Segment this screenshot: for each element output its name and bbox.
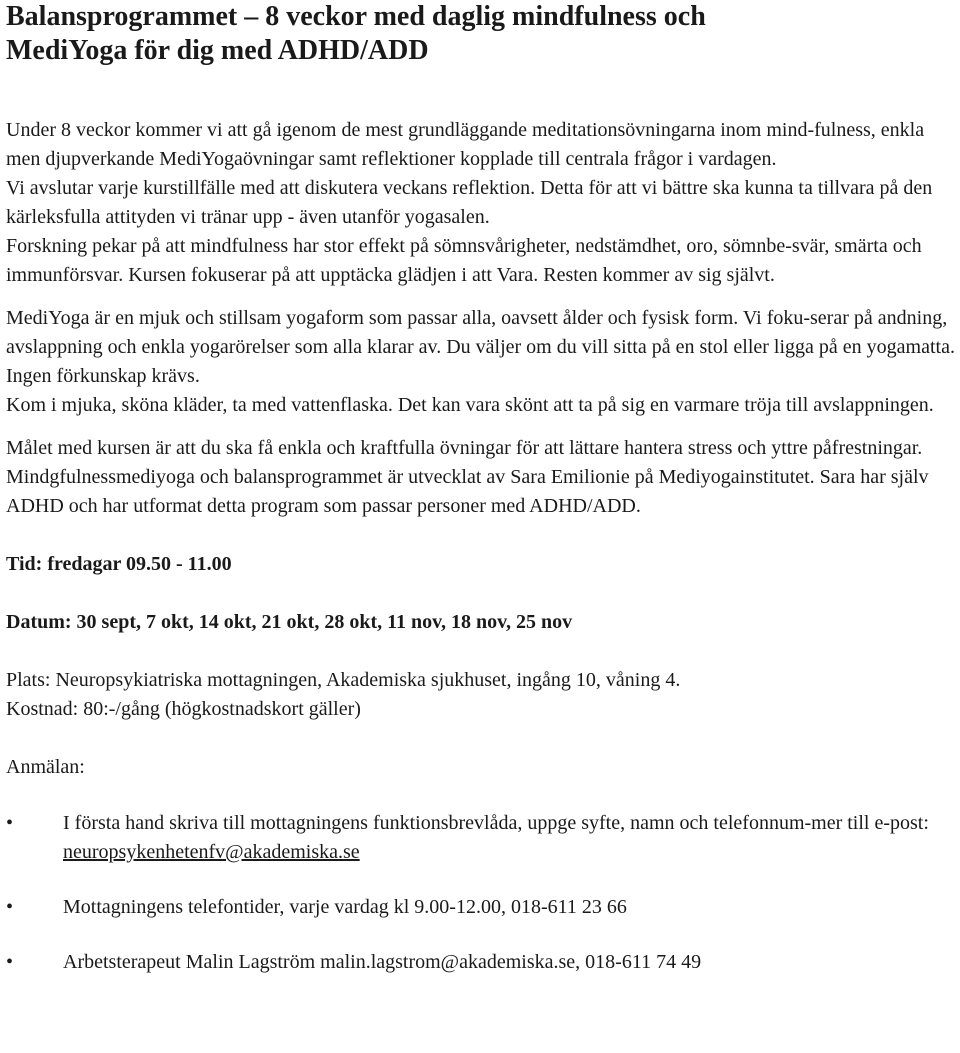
bullet-icon: • <box>6 812 14 834</box>
schedule-dates: Datum: 30 sept, 7 okt, 14 okt, 21 okt, 28 okt, 11 nov, 18 nov, 25 nov <box>6 611 573 633</box>
document-page <box>6 0 958 977</box>
intro-paragraph-1: Under 8 veckor kommer vi att gå igenom de mest grundläggande meditationsövningarna inom mind-fulness, enkla men djupverkande MediYogaövningar samt reflektioner kopplade till centrala frågor i vardagen. <box>6 119 925 170</box>
bullet-icon: • <box>6 896 14 918</box>
signup-item-therapist <box>6 948 958 977</box>
signup-item-therapist-text: Arbetsterapeut Malin Lagström malin.lagstrom@akademiska.se, 018-611 74 49 <box>63 951 702 973</box>
signup-list <box>6 809 958 977</box>
signup-item-phone-hours <box>6 893 958 922</box>
title-block <box>6 0 958 68</box>
info-place: Plats: Neuropsykiatriska mottagningen, Akademiska sjukhuset, ingång 10, våning 4. <box>6 669 681 691</box>
intro-paragraph-2: Vi avslutar varje kurstillfälle med att diskutera veckans reflektion. Detta för att vi bättre ska kunna ta tillvara på den kärleksfulla attityden vi tränar upp - även utanför yogasalen. <box>6 177 933 228</box>
signup-item-mailbox <box>6 809 958 867</box>
info-cost: Kostnad: 80:-/gång (högkostnadskort gäller) <box>6 698 361 720</box>
goal-paragraph: Målet med kursen är att du ska få enkla och kraftfulla övningar för att lättare hantera stress och yttre påfrestningar. Mindgfulnessmediyoga och balansprogrammet är utvecklat av Sara Emilionie på Mediyogainstitutet. Sara har själv ADHD och har utformat detta program som passar personer med ADHD/ADD. <box>6 437 929 517</box>
mediyoga-paragraph-1: MediYoga är en mjuk och stillsam yogaform som passar alla, oavsett ålder och fysisk form. Vi foku-serar på andning, avslappning och enkla yogarörelser som alla klarar av. Du väljer om du vill sitta på en stol eller ligga på en yogamatta. Ingen förkunskap krävs. <box>6 307 955 387</box>
bullet-icon: • <box>6 951 14 973</box>
page-title-line-2: MediYoga för dig med ADHD/ADD <box>6 35 429 66</box>
email-link[interactable]: neuropsykenhetenfv@akademiska.se <box>63 841 360 863</box>
page-title-line-1: Balansprogrammet – 8 veckor med daglig mindfulness och <box>6 1 706 32</box>
intro-paragraph-3: Forskning pekar på att mindfulness har stor effekt på sömnsvårigheter, nedstämdhet, oro, sömnbe-svär, smärta och immunförsvar. Kursen fokuserar på att upptäcka glädjen i att Vara. Resten kommer av sig självt. <box>6 235 922 286</box>
signup-item-phone-hours-text: Mottagningens telefontider, varje vardag kl 9.00-12.00, 018-611 23 66 <box>63 896 627 918</box>
signup-heading: Anmälan: <box>6 756 85 778</box>
signup-item-mailbox-text: I första hand skriva till mottagningens funktionsbrevlåda, uppge syfte, namn och telefonnum-mer till e-post: <box>63 812 929 834</box>
schedule-time: Tid: fredagar 09.50 - 11.00 <box>6 553 232 575</box>
mediyoga-paragraph-2: Kom i mjuka, sköna kläder, ta med vattenflaska. Det kan vara skönt att ta på sig en varmare tröja till avslappningen. <box>6 394 934 416</box>
